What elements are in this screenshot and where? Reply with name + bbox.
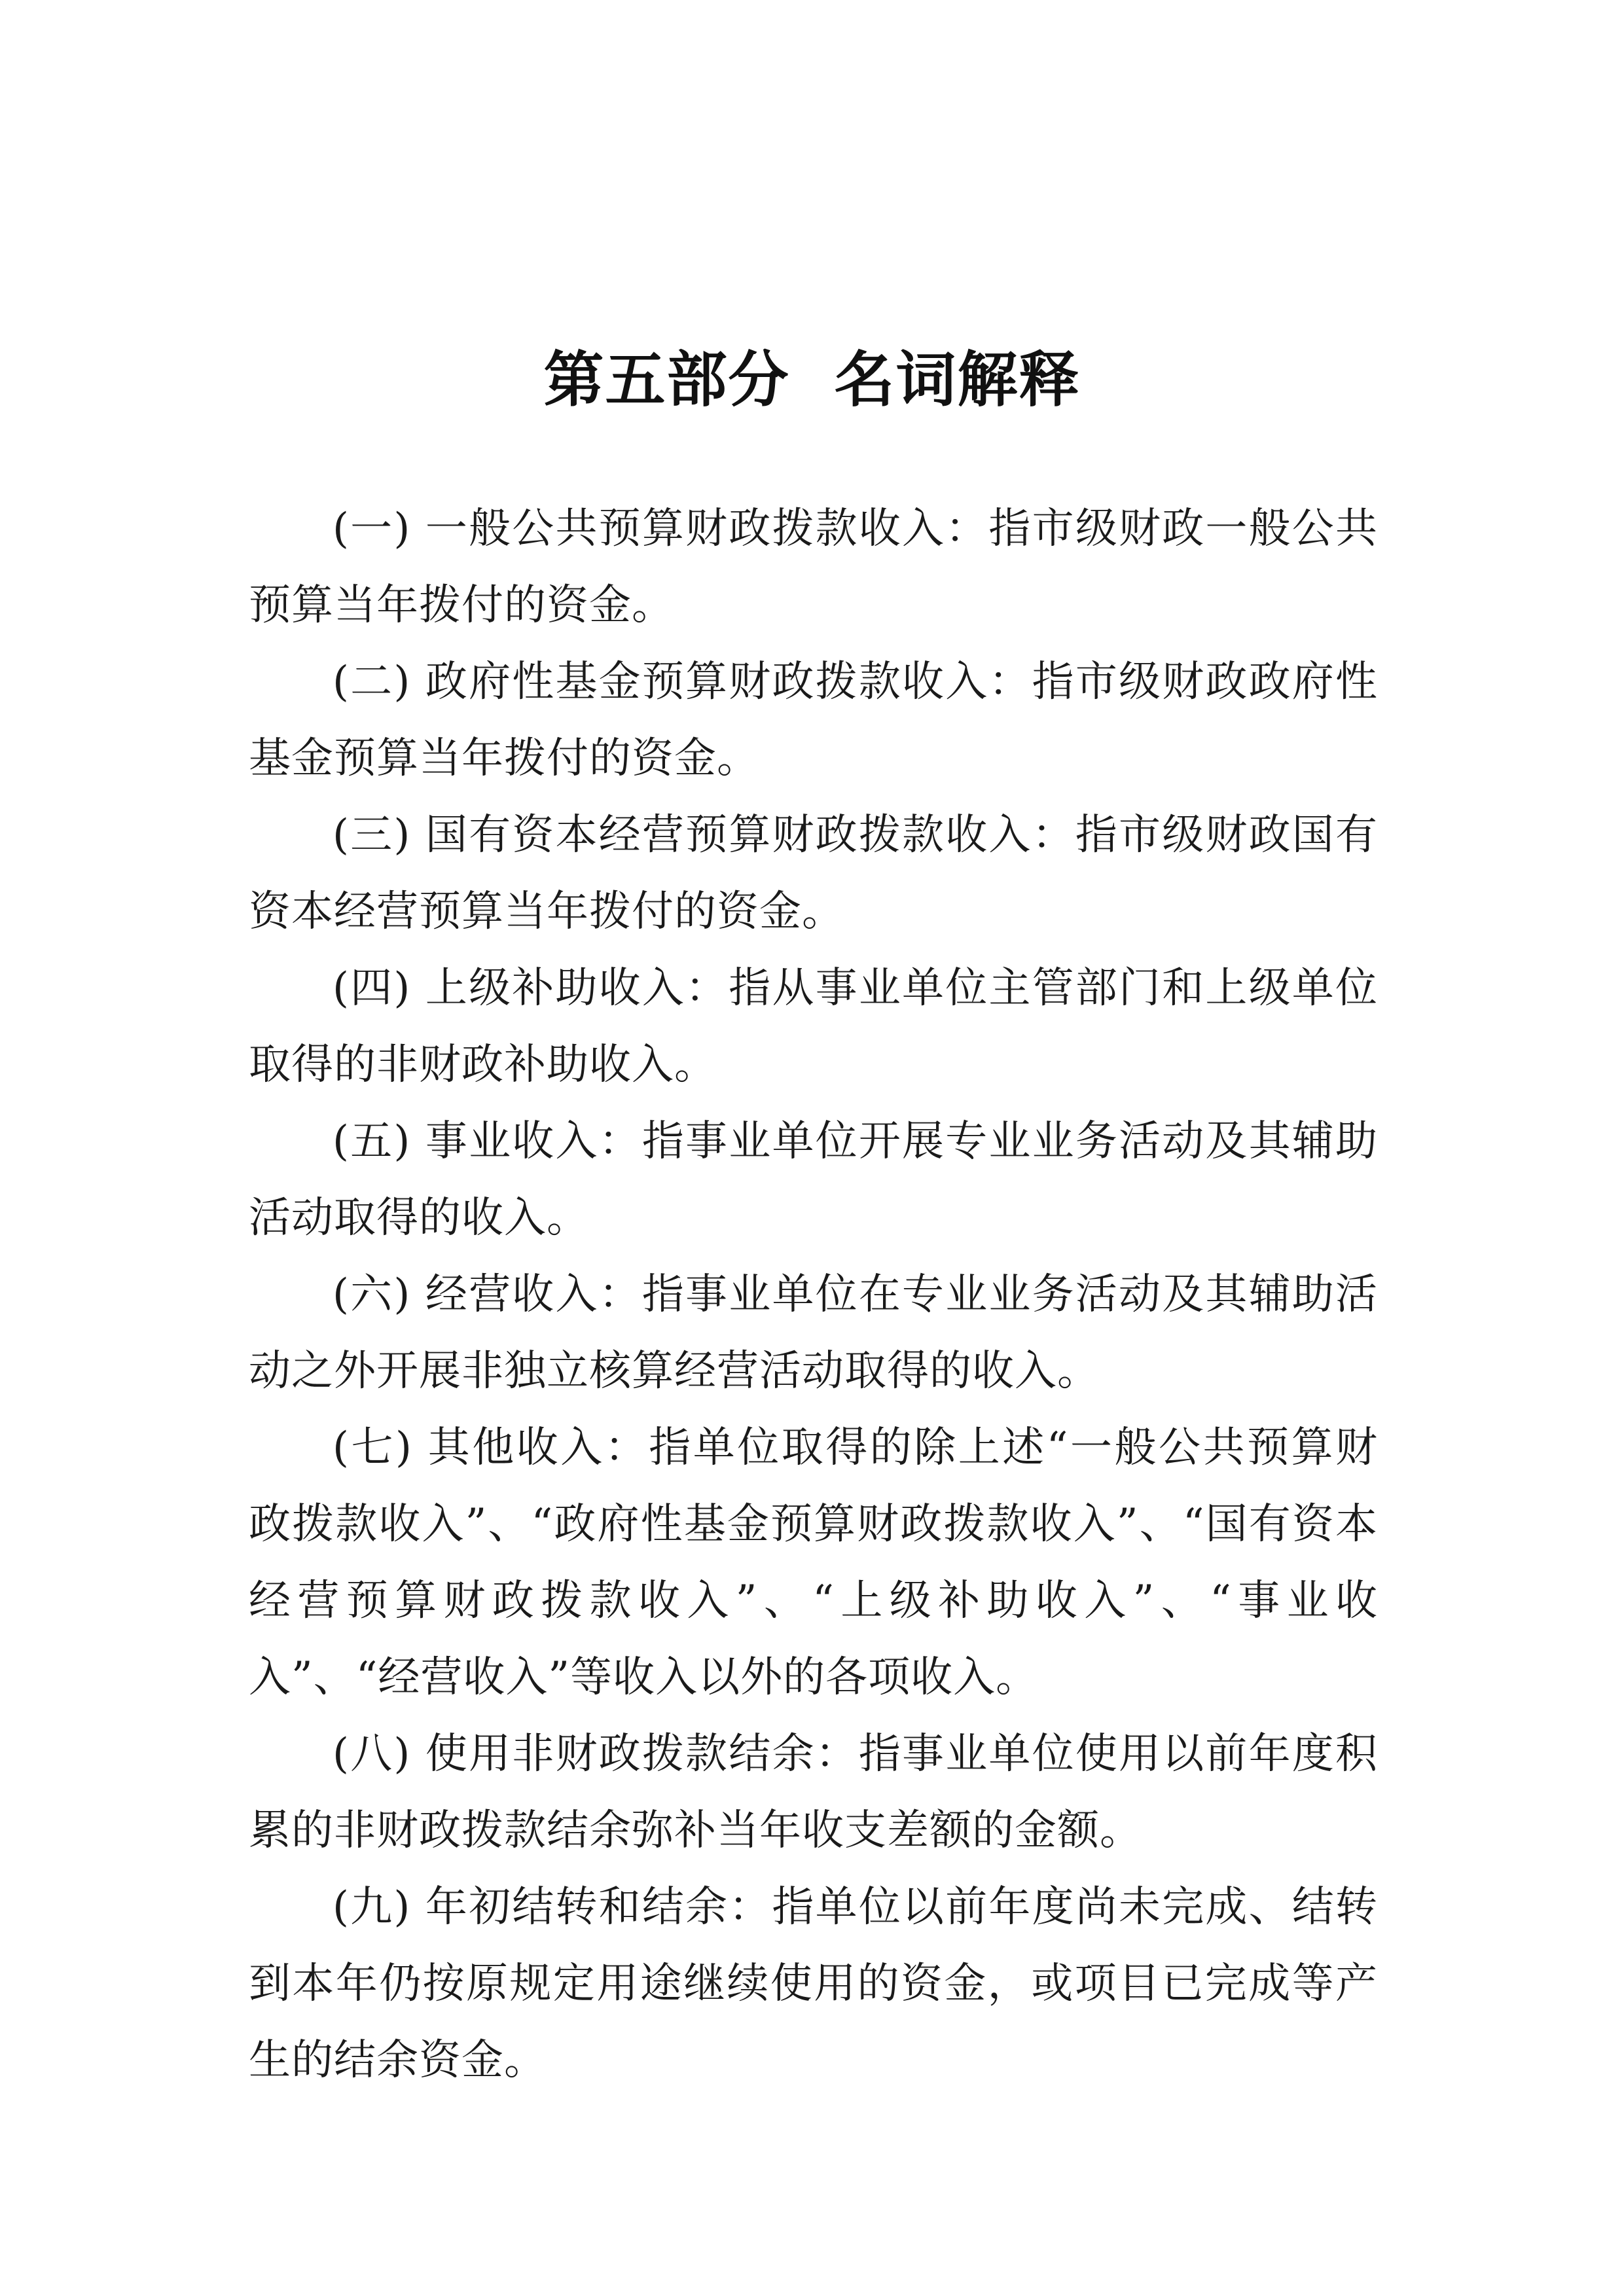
page-title: 第五部分 名词解释	[543, 344, 1081, 415]
definition-paragraph-4: (四) 上级补助收入：指从事业单位主管部门和上级单位取得的非财政补助收入。	[249, 964, 1378, 1089]
definition-paragraph-6: (六) 经营收入：指事业单位在专业业务活动及其辅助活动之外开展非独立核算经营活动取得的收入。	[249, 1270, 1378, 1395]
definition-paragraph-5: (五) 事业收入：指事业单位开展专业业务活动及其辅助活动取得的收入。	[249, 1117, 1378, 1242]
definitions-body	[249, 491, 1378, 2099]
definition-paragraph-3: (三) 国有资本经营预算财政拨款收入：指市级财政国有资本经营预算当年拨付的资金。	[249, 811, 1378, 936]
definition-paragraph-9: (九) 年初结转和结余：指单位以前年度尚未完成、结转到本年仍按原规定用途继续使用的资金，或项目已完成等产生的结余资金。	[249, 1883, 1378, 2085]
definition-paragraph-1: (一) 一般公共预算财政拨款收入：指市级财政一般公共预算当年拨付的资金。	[249, 505, 1378, 630]
definition-paragraph-8: (八) 使用非财政拨款结余：指事业单位使用以前年度积累的非财政拨款结余弥补当年收支差额的金额。	[249, 1730, 1378, 1855]
definition-paragraph-2: (二) 政府性基金预算财政拨款收入：指市级财政政府性基金预算当年拨付的资金。	[249, 658, 1378, 783]
definition-paragraph-7: (七) 其他收入：指单位取得的除上述“一般公共预算财政拨款收入”、“政府性基金预算财政拨款收入”、“国有资本经营预算财政拨款收入”、“上级补助收入”、“事业收入”、“经营收入”等收入以外的各项收入。	[249, 1424, 1378, 1702]
